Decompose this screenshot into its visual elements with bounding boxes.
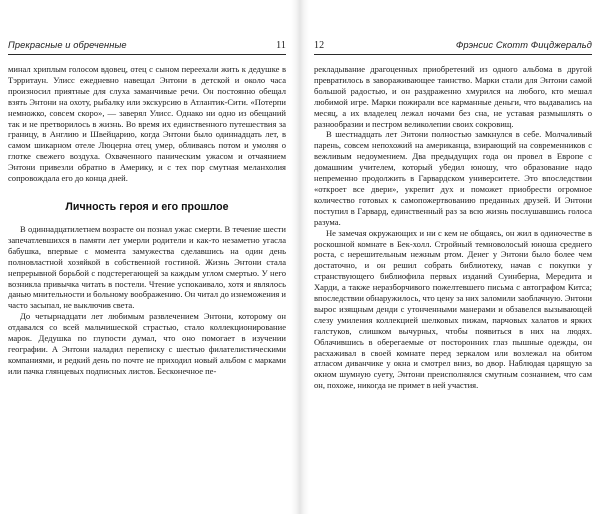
paragraph: минал хриплым голосом вдовец, отец с сыном переехали жить к дедушке в Тэрритаун. Улисс ежедневно навещал Энтони в детской и около часа произносил приятные для слуха заманчивые речи. Он постоянно обещал взять Энтони на охоту, рыбалку или экскурсию в Атлантик-Сити. «Потерпи немножко, совсем скоро», — заверял Улисс. Однако ни одно из обещаний так и не претворилось в жизнь. Во время их единственного путешествия за границу, в Англию и Швейцарию, когда Энтони было одиннадцать лет, в самом шикарном отеле Люцерна отец умер, обливаясь потом и умоляя о глотке свежего воздуха. Охваченного паническим ужасом и отчаянием Энтони привезли обратно в Америку, и с тех пор смутная меланхолия сопровождала его до конца дней. (8, 64, 286, 184)
left-page-body (8, 64, 286, 377)
running-title-left: Прекрасные и обреченные (8, 40, 127, 50)
running-title-right: Фрэнсис Скотт Фицджеральд (455, 40, 592, 50)
paragraph: В одиннадцатилетнем возрасте он познал ужас смерти. В течение шести запечатлевшихся в памяти лет умерли родители и как-то незаметно угасла бабушка, впервые с момента замужества сделавшись на один день полновластной хозяйкой в собственной гостиной. Жизнь Энтони стала непрерывной борьбой с подстерегающей за каждым углом смертью. У него возникла привычка читать в постели. Чтение успокаивало, хотя и являлось данью мнительности и больному воображению. Он читал до изнеможения и часто засыпал, не выключив света. (8, 223, 286, 311)
paragraph: До четырнадцати лет любимым развлечением Энтони, которому он отдавался со всей мальчишеской страстью, стало коллекционирование марок. Дедушка по глупости думал, что оно помогает в изучении географии. А Энтони наладил переписку с шестью филателистическими компаниями, и редкий день по почте не приходил новый альбом с марками или пачка глянцевых подписных листов. Бесконечное пе- (8, 311, 286, 376)
paragraph: Не замечая окружающих и ни с кем не общаясь, он жил в одиночестве в роскошной комнате в Бек-холл. Стройный темноволосый юноша среднего роста, с нерешительным нежным ртом. Денег у Энтони было более чем достаточно, и он решил собрать библиотеку, начав с покупки у странствующего библиофила первых изданий Суинберна, Мередита и Харди, а также неразборчивого пожелтевшего письма с автографом Китса; впоследствии обнаружилось, что цену за них заломили заоблачную. Энтони вырос изящным денди с утонченными манерами и обзавелся вызывающей слезу умиления коллекцией шелковых пижам, парчовых халатов и ярких галстуков, слишком вычурных, чтобы появиться в них на людях. Облачившись в оберегаемые от посторонних глаз пышные одежды, он расхаживал в своей комнате перед зеркалом или возлежал на обитом атласом диванчике у окна и смотрел вниз, во двор. Наблюдая царящую за окном шумную суету, Энтони преисполнялся смутным сознанием, что сам он, похоже, никогда не примет в ней участия. (314, 227, 592, 391)
right-page-body (314, 64, 592, 391)
page-number-right: 12 (314, 40, 325, 51)
section-heading: Личность героя и его прошлое (65, 200, 229, 213)
paragraph: В шестнадцать лет Энтони полностью замкнулся в себе. Молчаливый парень, совсем непохожий на американца, взирающий на современников с вежливым недоумением. Два предыдущих года он провел в Европе с домашним учителем, который убедил юношу, что образование надо непременно продолжить в Гарвардском университете. Это впоследствии «откроет все двери», укрепит дух и поможет приобрести огромное количество готовых к самопожертвованию преданных друзей. И Энтони поступил в Гарвард, единственный раз за всю жизнь послушавшись голоса разума. (314, 129, 592, 227)
running-head-left (8, 40, 286, 55)
running-head-right (314, 40, 592, 55)
paragraph: рекладывание драгоценных приобретений из одного альбома в другой превратилось в завораживающее таинство. Марки стали для Энтони самой большой радостью, и он раздраженно хмурился на любого, кто мешал любимой игре. Марки пожирали все карманные деньги, что выдавались на месяц, а их владелец лежал ночами без сна, не уставая размышлять о разнообразии и пестром великолепии своих сокровищ. (314, 64, 592, 129)
page-number-left: 11 (276, 40, 286, 51)
right-page (300, 0, 600, 514)
